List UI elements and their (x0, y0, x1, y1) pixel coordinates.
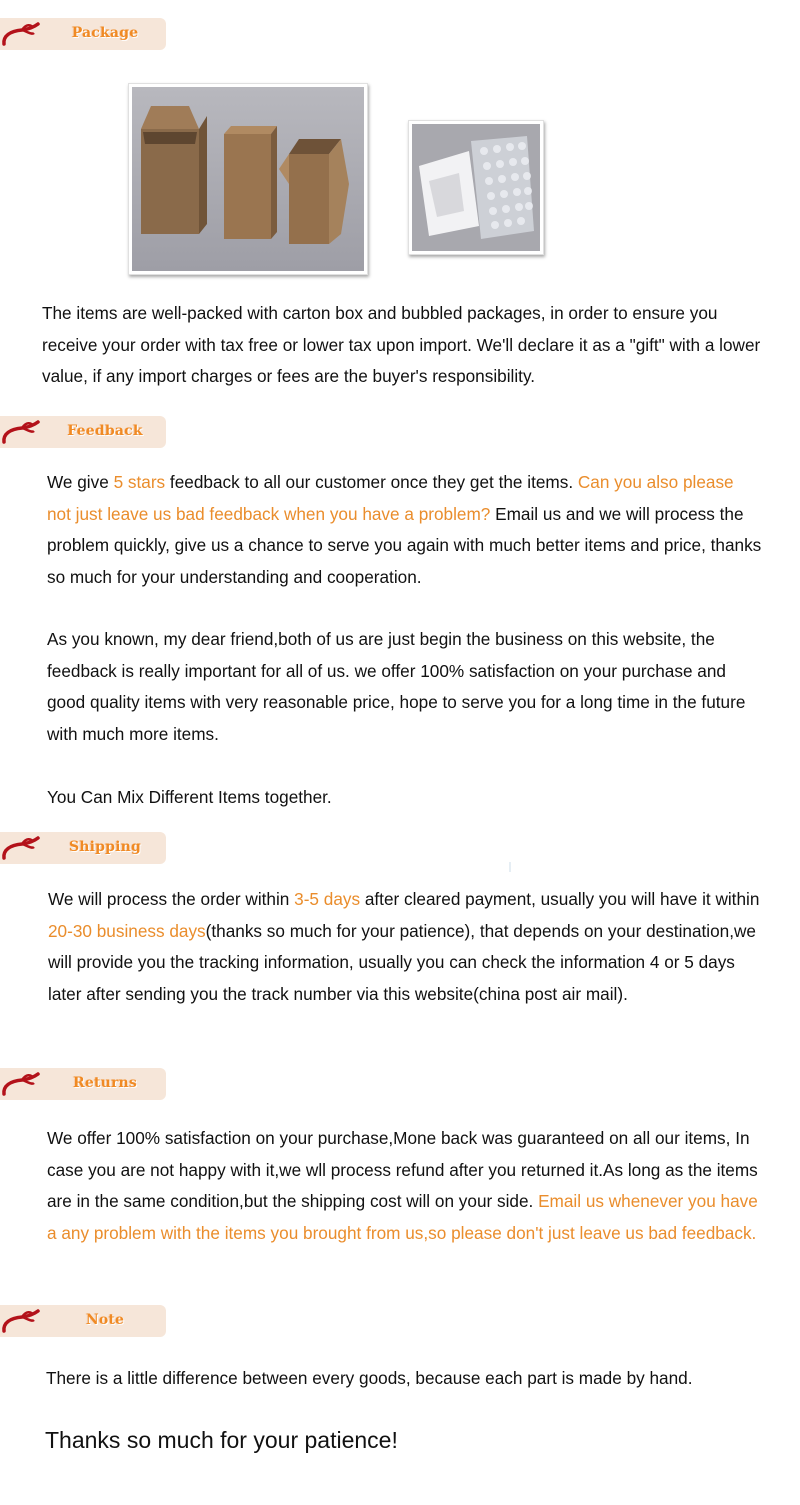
closing-message: Thanks so much for your patience! (45, 1427, 398, 1453)
returns-highlight: Email us whenever you have a any problem with the items you brought from us,so please don't just leave us bad feedback. (47, 1191, 758, 1243)
feedback-text: We give (47, 472, 114, 492)
shipping-paragraph (48, 884, 760, 1010)
shipping-text: after cleared payment, usually you will have it within (360, 889, 760, 909)
section-title-shipping: Shipping (68, 839, 142, 855)
shipping-text: We will process the order within (48, 889, 295, 909)
divider (509, 862, 511, 872)
shipping-highlight-process-days: 3-5 days (294, 889, 361, 909)
section-title-returns: Returns (72, 1075, 138, 1091)
feedback-highlight-5-stars: 5 stars (113, 472, 166, 492)
returns-paragraph (47, 1123, 771, 1249)
feedback-text: Email us and we will process the problem quickly, give us a chance to serve you again with much better items and price, thanks so much for your understanding and cooperation. (47, 503, 762, 587)
section-header-returns (0, 1068, 166, 1100)
section-header-note (0, 1305, 166, 1337)
section-header-shipping (0, 832, 166, 864)
note-paragraph: There is a little difference between every goods, because each part is made by hand. (46, 1368, 693, 1388)
feedback-highlight-request: Can you also please not just leave us bad feedback when you have a problem? (47, 472, 734, 524)
ribbon-icon (0, 832, 42, 864)
feedback-paragraph-2: As you known, my dear friend,both of us are just begin the business on this website, the feedback is really important for all of us. we offer 100% satisfaction on your purchase and good quality items with very reasonable price, hope to serve you for a long time in the future with much more items. (47, 629, 746, 744)
bubble-wrap-photo (408, 120, 544, 255)
shipping-highlight-business-days: 20-30 business days (48, 920, 206, 941)
ribbon-icon (0, 18, 42, 50)
section-title-package: Package (71, 25, 139, 41)
carton-boxes-photo (128, 83, 368, 275)
ribbon-icon (0, 1305, 42, 1337)
ribbon-icon (0, 1068, 42, 1100)
feedback-text: feedback to all our customer once they get the items. (165, 472, 578, 492)
section-header-package (0, 18, 166, 50)
ribbon-icon (0, 416, 42, 448)
feedback-paragraph-1 (47, 467, 762, 593)
section-header-feedback (0, 416, 166, 448)
feedback-paragraph-3: You Can Mix Different Items together. (47, 787, 332, 807)
shipping-text: (thanks so much for your patience), that depends on your destination,we will provide you the tracking information, usually you can check the information 4 or 5 days later after sending you the track number via this website(china post air mail). (48, 920, 756, 1004)
returns-text: We offer 100% satisfaction on your purchase,Mone back was guaranteed on all our items, In case you are not happy with it,we wll process refund after you returned it.As long as the items are in the same condition,but the shipping cost will on your side. (47, 1128, 758, 1211)
section-title-note: Note (85, 1312, 125, 1328)
section-title-feedback: Feedback (67, 423, 143, 439)
package-description: The items are well-packed with carton box and bubbled packages, in order to ensure you receive your order with tax free or lower tax upon import. We'll declare it as a "gift" with a lower value, if any import charges or fees are the buyer's responsibility. (42, 303, 761, 386)
